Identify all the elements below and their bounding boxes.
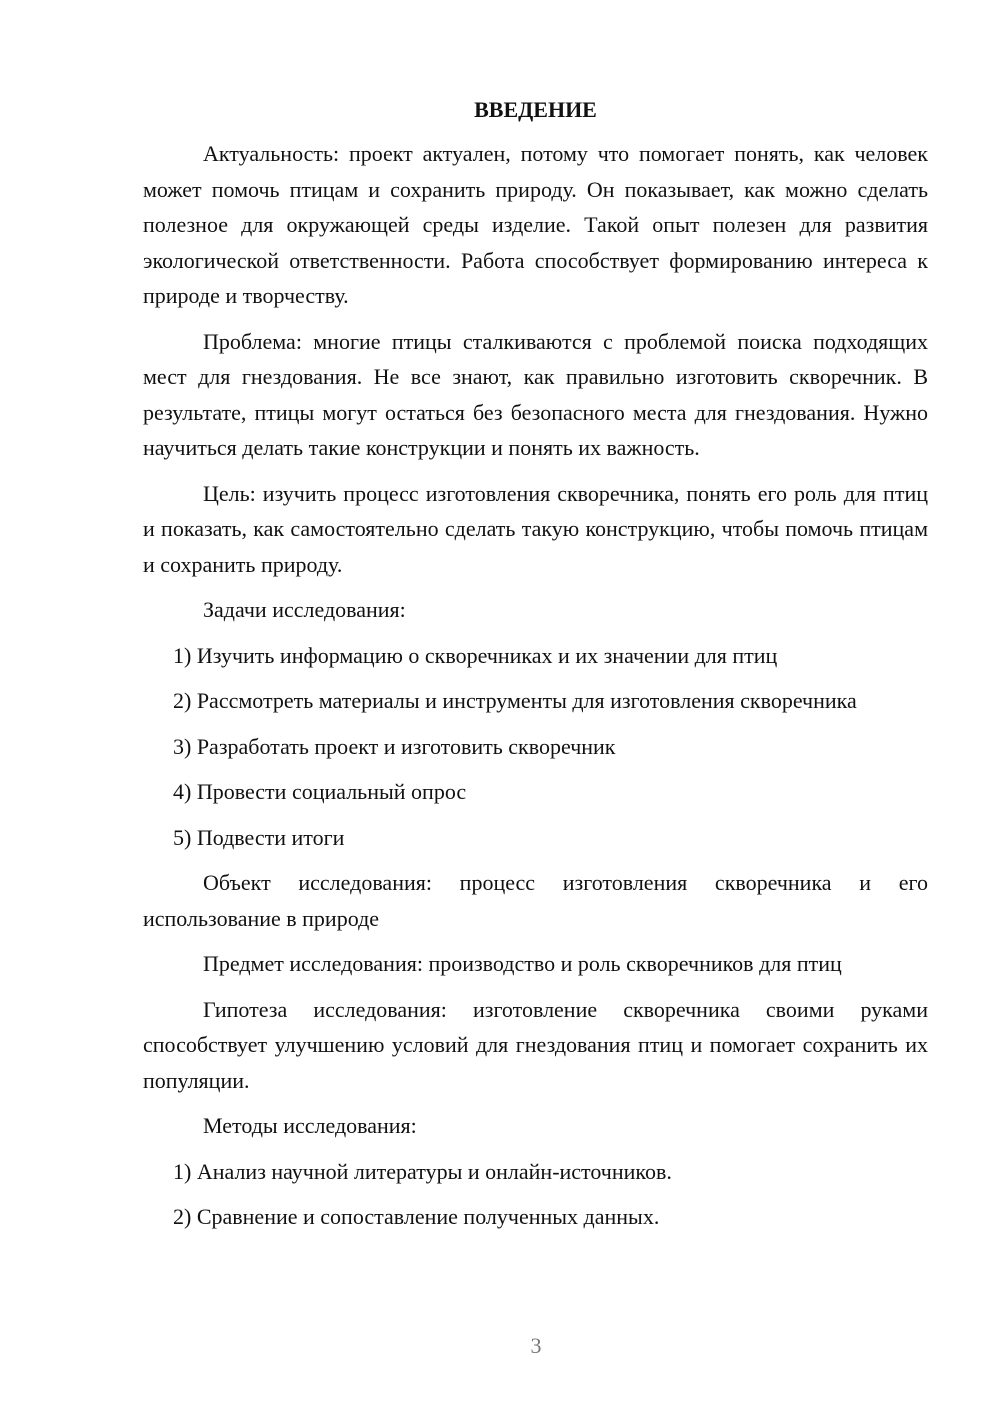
methods-heading: Методы исследования: <box>203 1113 417 1138</box>
page-content <box>143 94 928 1245</box>
task-item: 1) Изучить информацию о скворечниках и их значении для птиц <box>173 642 778 668</box>
task-item: 2) Рассмотреть материалы и инструменты для изготовления скворечника <box>173 688 857 713</box>
method-item: 2) Сравнение и сопоставление полученных данных. <box>173 1204 660 1229</box>
tasks-heading: Задачи исследования: <box>203 597 406 622</box>
subject-paragraph: Предмет исследования: производство и роль скворечников для птиц <box>203 951 842 976</box>
relevance-paragraph: Актуальность: проект актуален, потому что помогает понять, как человек может помочь птицам и сохранить природу. Он показывает, как можно сделать полезное для окружающей среды изделие. Такой опыт полезен для развития экологической ответственности. Работа способствует формированию интереса к природе и творчеству. <box>143 141 928 308</box>
page-title: ВВЕДЕНИЕ <box>474 97 597 122</box>
object-paragraph: Объект исследования: процесс изготовления скворечника и его использование в природе <box>143 870 928 931</box>
problem-paragraph: Проблема: многие птицы сталкиваются с проблемой поиска подходящих мест для гнездования. Не все знают, как правильно изготовить скворечник. В результате, птицы могут остаться без безопасного места для гнездования. Нужно научиться делать такие конструкции и понять их важность. <box>143 328 928 460</box>
page-number: 3 <box>530 1333 542 1358</box>
hypothesis-paragraph: Гипотеза исследования: изготовление скворечника своими руками способствует улучшению условий для гнездования птиц и помогает сохранить их популяции. <box>143 996 928 1093</box>
task-item: 4) Провести социальный опрос <box>173 779 467 804</box>
task-item: 5) Подвести итоги <box>173 824 345 850</box>
method-item: 1) Анализ научной литературы и онлайн-источников. <box>173 1158 672 1184</box>
goal-paragraph: Цель: изучить процесс изготовления скворечника, понять его роль для птиц и показать, как самостоятельно сделать такую конструкцию, чтобы помочь птицам и сохранить природу. <box>143 480 928 577</box>
task-item: 3) Разработать проект и изготовить скворечник <box>173 733 616 759</box>
